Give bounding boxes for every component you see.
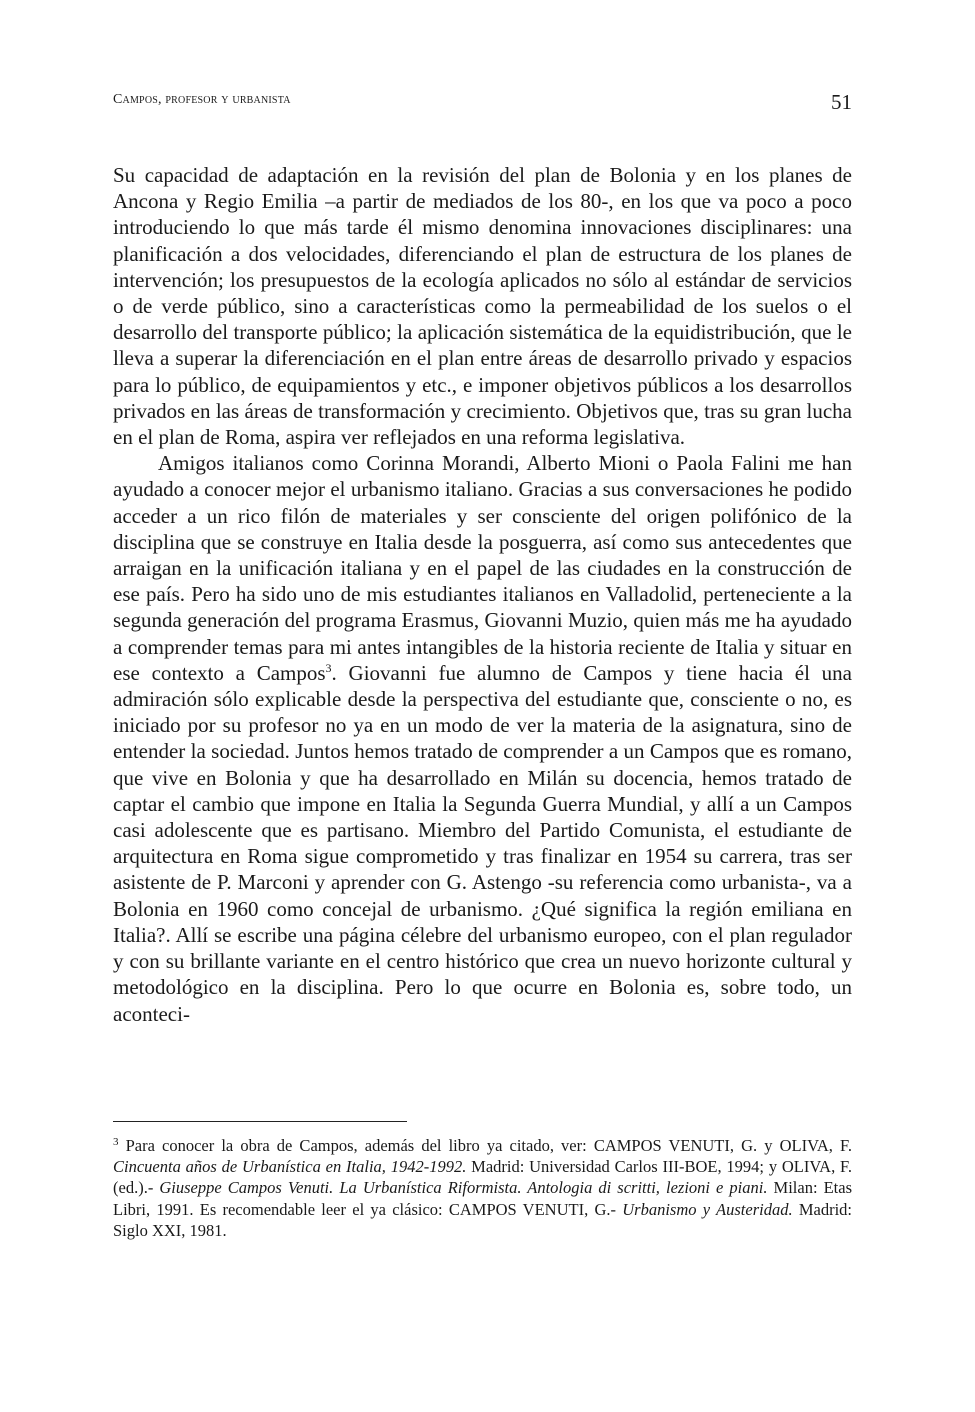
footnote-reference[interactable]: 3 [325, 660, 332, 675]
paragraph-1: Su capacidad de adaptación en la revisión del plan de Bolonia y en los planes de Ancona y Regio Emilia –a partir de mediados de los 80-, en los que va poco a poco introduciendo lo que más tarde él mismo denomina innovaciones disciplinares: una planificación a dos velocidades, diferenciando el plan de estructura de los planes de intervención; los presupuestos de la ecología aplicados no sólo al estándar de servicios o de verde público, sino a características como la permeabilidad de los suelos o el desarrollo del transporte público; la aplicación sistemática de la equidistribución, que le lleva a superar la diferenciación en el plan entre áreas de desarrollo privado y espacios para lo público, de equipamientos y etc., e imponer objetivos públicos a los desarrollos privados en las áreas de transformación y crecimiento. Objetivos que, tras su gran lucha en el plan de Roma, aspira ver reflejados en una reforma legislativa. [113, 163, 852, 450]
footnote-title-1: Cincuenta años de Urbanística en Italia, 1942-1992. [113, 1157, 467, 1177]
footnote-text-4: Madrid: Siglo XXI, 1981. [113, 1199, 852, 1240]
running-head: Campos, profesor y urbanista [113, 92, 291, 107]
paragraph-2-text-start: Amigos italianos como Corinna Morandi, Alberto Mioni o Paola Falini me han ayudado a conocer mejor el urbanismo italiano. Gracias a sus conversaciones he podido acceder a un rico filón de materiales y ser consciente del origen polifónico de la disciplina que se construye en Italia desde la posguerra, así como sus antecedentes que arraigan en la unificación italiana y en el papel de las ciudades en la construcción de ese país. Pero ha sido uno de mis estudiantes italianos en Valladolid, perteneciente a la segunda generación del programa Erasmus, Giovanni Muzio, quien más me ha ayudado a comprender temas para mi antes intangibles de la historia reciente de Italia y situar en ese contexto a Campos [113, 451, 852, 685]
footnote-number: 3 [113, 1136, 119, 1148]
footnote-title-2: Giuseppe Campos Venuti. La Urbanística Riformista. Antologia di scritti, lezioni e piani. [159, 1178, 768, 1198]
footnote [113, 1135, 852, 1241]
footnote-separator [113, 1121, 407, 1122]
body-text [113, 162, 852, 1027]
footnote-text-2: Madrid: Universidad Carlos III-BOE, 1994; y OLIVA, F. (ed.).- [113, 1157, 852, 1198]
paragraph-2 [113, 450, 852, 1026]
footnote-text-1: Para conocer la obra de Campos, además del libro ya citado, ver: CAMPOS VENUTI, G. y OLIVA, F. [118, 1136, 852, 1155]
paragraph-2-text-end: . Giovanni fue alumno de Campos y tiene hacia él una admiración sólo explicable desde la perspectiva del estudiante que, consciente o no, es iniciado por su profesor no ya en un modo de ver la materia de la asignatura, sino de entender la sociedad. Juntos hemos tratado de comprender a un Campos que es romano, que vive en Bolonia y que ha desarrollado en Milán su docencia, hemos tratado de captar el cambio que impone en Italia la Segunda Guerra Mundial, y allí a un Campos casi adolescente que es partisano. Miembro del Partido Comunista, el estudiante de arquitectura en Roma sigue comprometido y tras finalizar en 1954 su carrera, tras ser asistente de P. Marconi y aprender con G. Astengo -su referencia como urbanista-, va a Bolonia en 1960 como concejal de urbanismo. ¿Qué significa la región emiliana en Italia?. Allí se escribe una página célebre del urbanismo europeo, con el plan regulador y con su brillante variante en el centro histórico que crea un nuevo horizonte cultural y metodológico en la disciplina. Pero lo que ocurre en Bolonia es, sobre todo, un aconteci- [113, 660, 853, 1026]
footnote-text-3: Milan: Etas Libri, 1991. Es recomendable leer el ya clásico: CAMPOS VENUTI, G.- [113, 1178, 853, 1219]
footnote-title-3: Urbanismo y Austeridad. [622, 1199, 793, 1219]
page-number: 51 [831, 90, 852, 114]
